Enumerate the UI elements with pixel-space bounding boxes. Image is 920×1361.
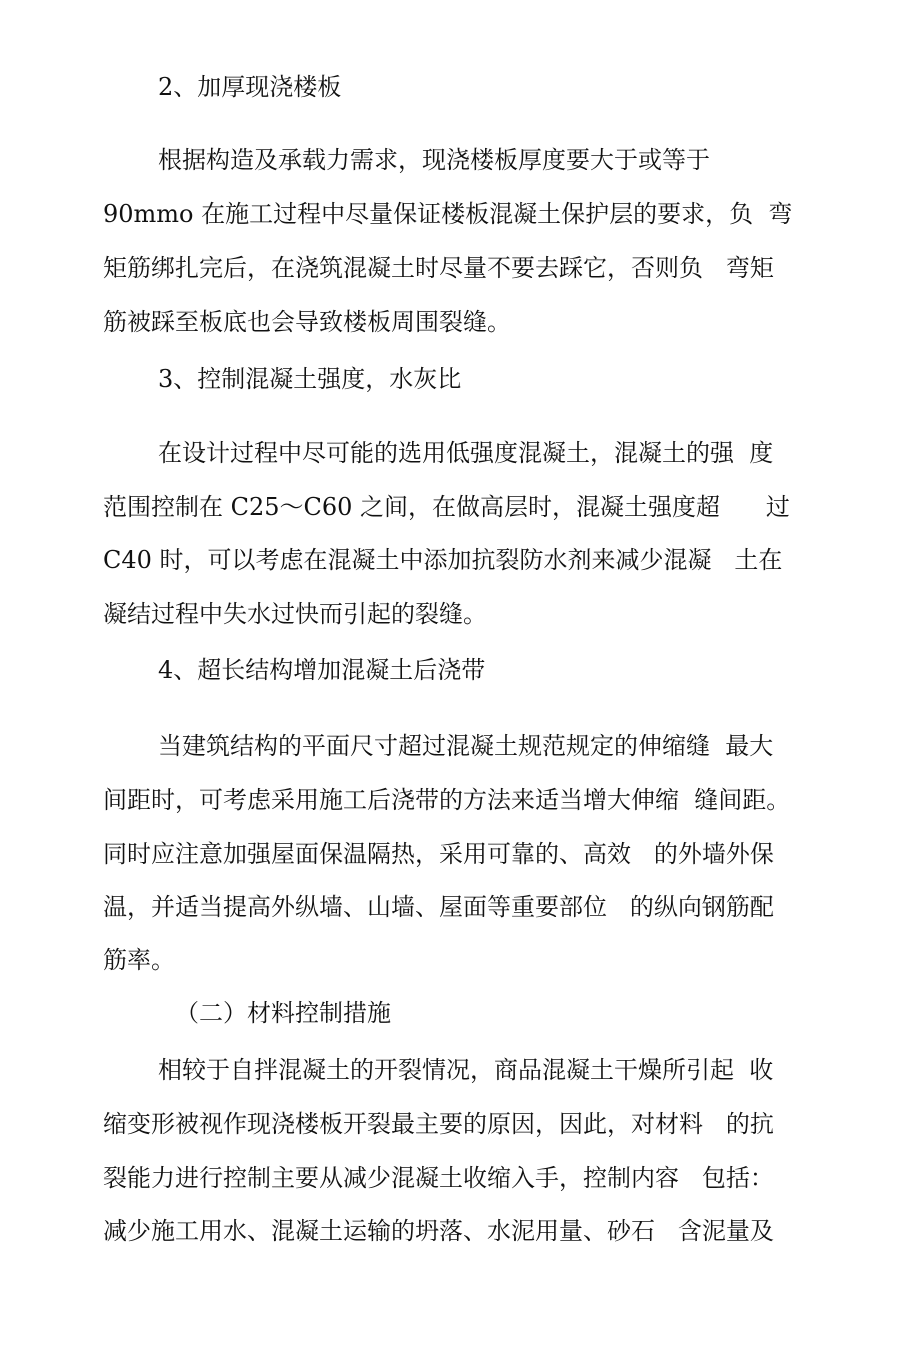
paragraph-line: 90mmo 在施工过程中尽量保证楼板混凝土保护层的要求，负 弯 — [103, 200, 793, 228]
heading-control-strength: 3、控制混凝土强度，水灰比 — [158, 365, 462, 393]
heading-material-control: （二）材料控制措施 — [175, 999, 391, 1027]
paragraph-line: 同时应注意加强屋面保温隔热，采用可靠的、高效 的外墙外保 — [103, 840, 774, 868]
paragraph-line: 凝结过程中失水过快而引起的裂缝。 — [103, 600, 487, 628]
paragraph-line: 根据构造及承载力需求，现浇楼板厚度要大于或等于 — [158, 146, 710, 174]
paragraph-line: C40 时，可以考虑在混凝土中添加抗裂防水剂来减少混凝 土在 — [103, 546, 783, 574]
paragraph-line: 筋率。 — [103, 946, 175, 974]
paragraph-line: 间距时，可考虑采用施工后浇带的方法来适当增大伸缩 缝间距。 — [103, 786, 791, 814]
paragraph-line: 在设计过程中尽可能的选用低强度混凝土，混凝土的强 度 — [158, 439, 774, 467]
paragraph-line: 减少施工用水、混凝土运输的坍落、水泥用量、砂石 含泥量及 — [103, 1217, 774, 1245]
paragraph-line: 范围控制在 C25～C60 之间，在做高层时，混凝土强度超 过 — [103, 493, 790, 521]
heading-thicken-slab: 2、加厚现浇楼板 — [158, 73, 342, 101]
paragraph-line: 矩筋绑扎完后，在浇筑混凝土时尽量不要去踩它，否则负 弯矩 — [103, 254, 774, 282]
paragraph-line: 当建筑结构的平面尺寸超过混凝土规范规定的伸缩缝 最大 — [158, 732, 774, 760]
paragraph-line: 裂能力进行控制主要从减少混凝土收缩入手，控制内容 包括： — [103, 1164, 774, 1192]
paragraph-line: 相较于自拌混凝土的开裂情况，商品混凝土干燥所引起 收 — [158, 1056, 774, 1084]
paragraph-line: 温，并适当提高外纵墙、山墙、屋面等重要部位 的纵向钢筋配 — [103, 893, 774, 921]
paragraph-line: 筋被踩至板底也会导致楼板周围裂缝。 — [103, 308, 511, 336]
heading-post-pour-strip: 4、超长结构增加混凝土后浇带 — [158, 656, 486, 684]
paragraph-line: 缩变形被视作现浇楼板开裂最主要的原因，因此，对材料 的抗 — [103, 1110, 774, 1138]
